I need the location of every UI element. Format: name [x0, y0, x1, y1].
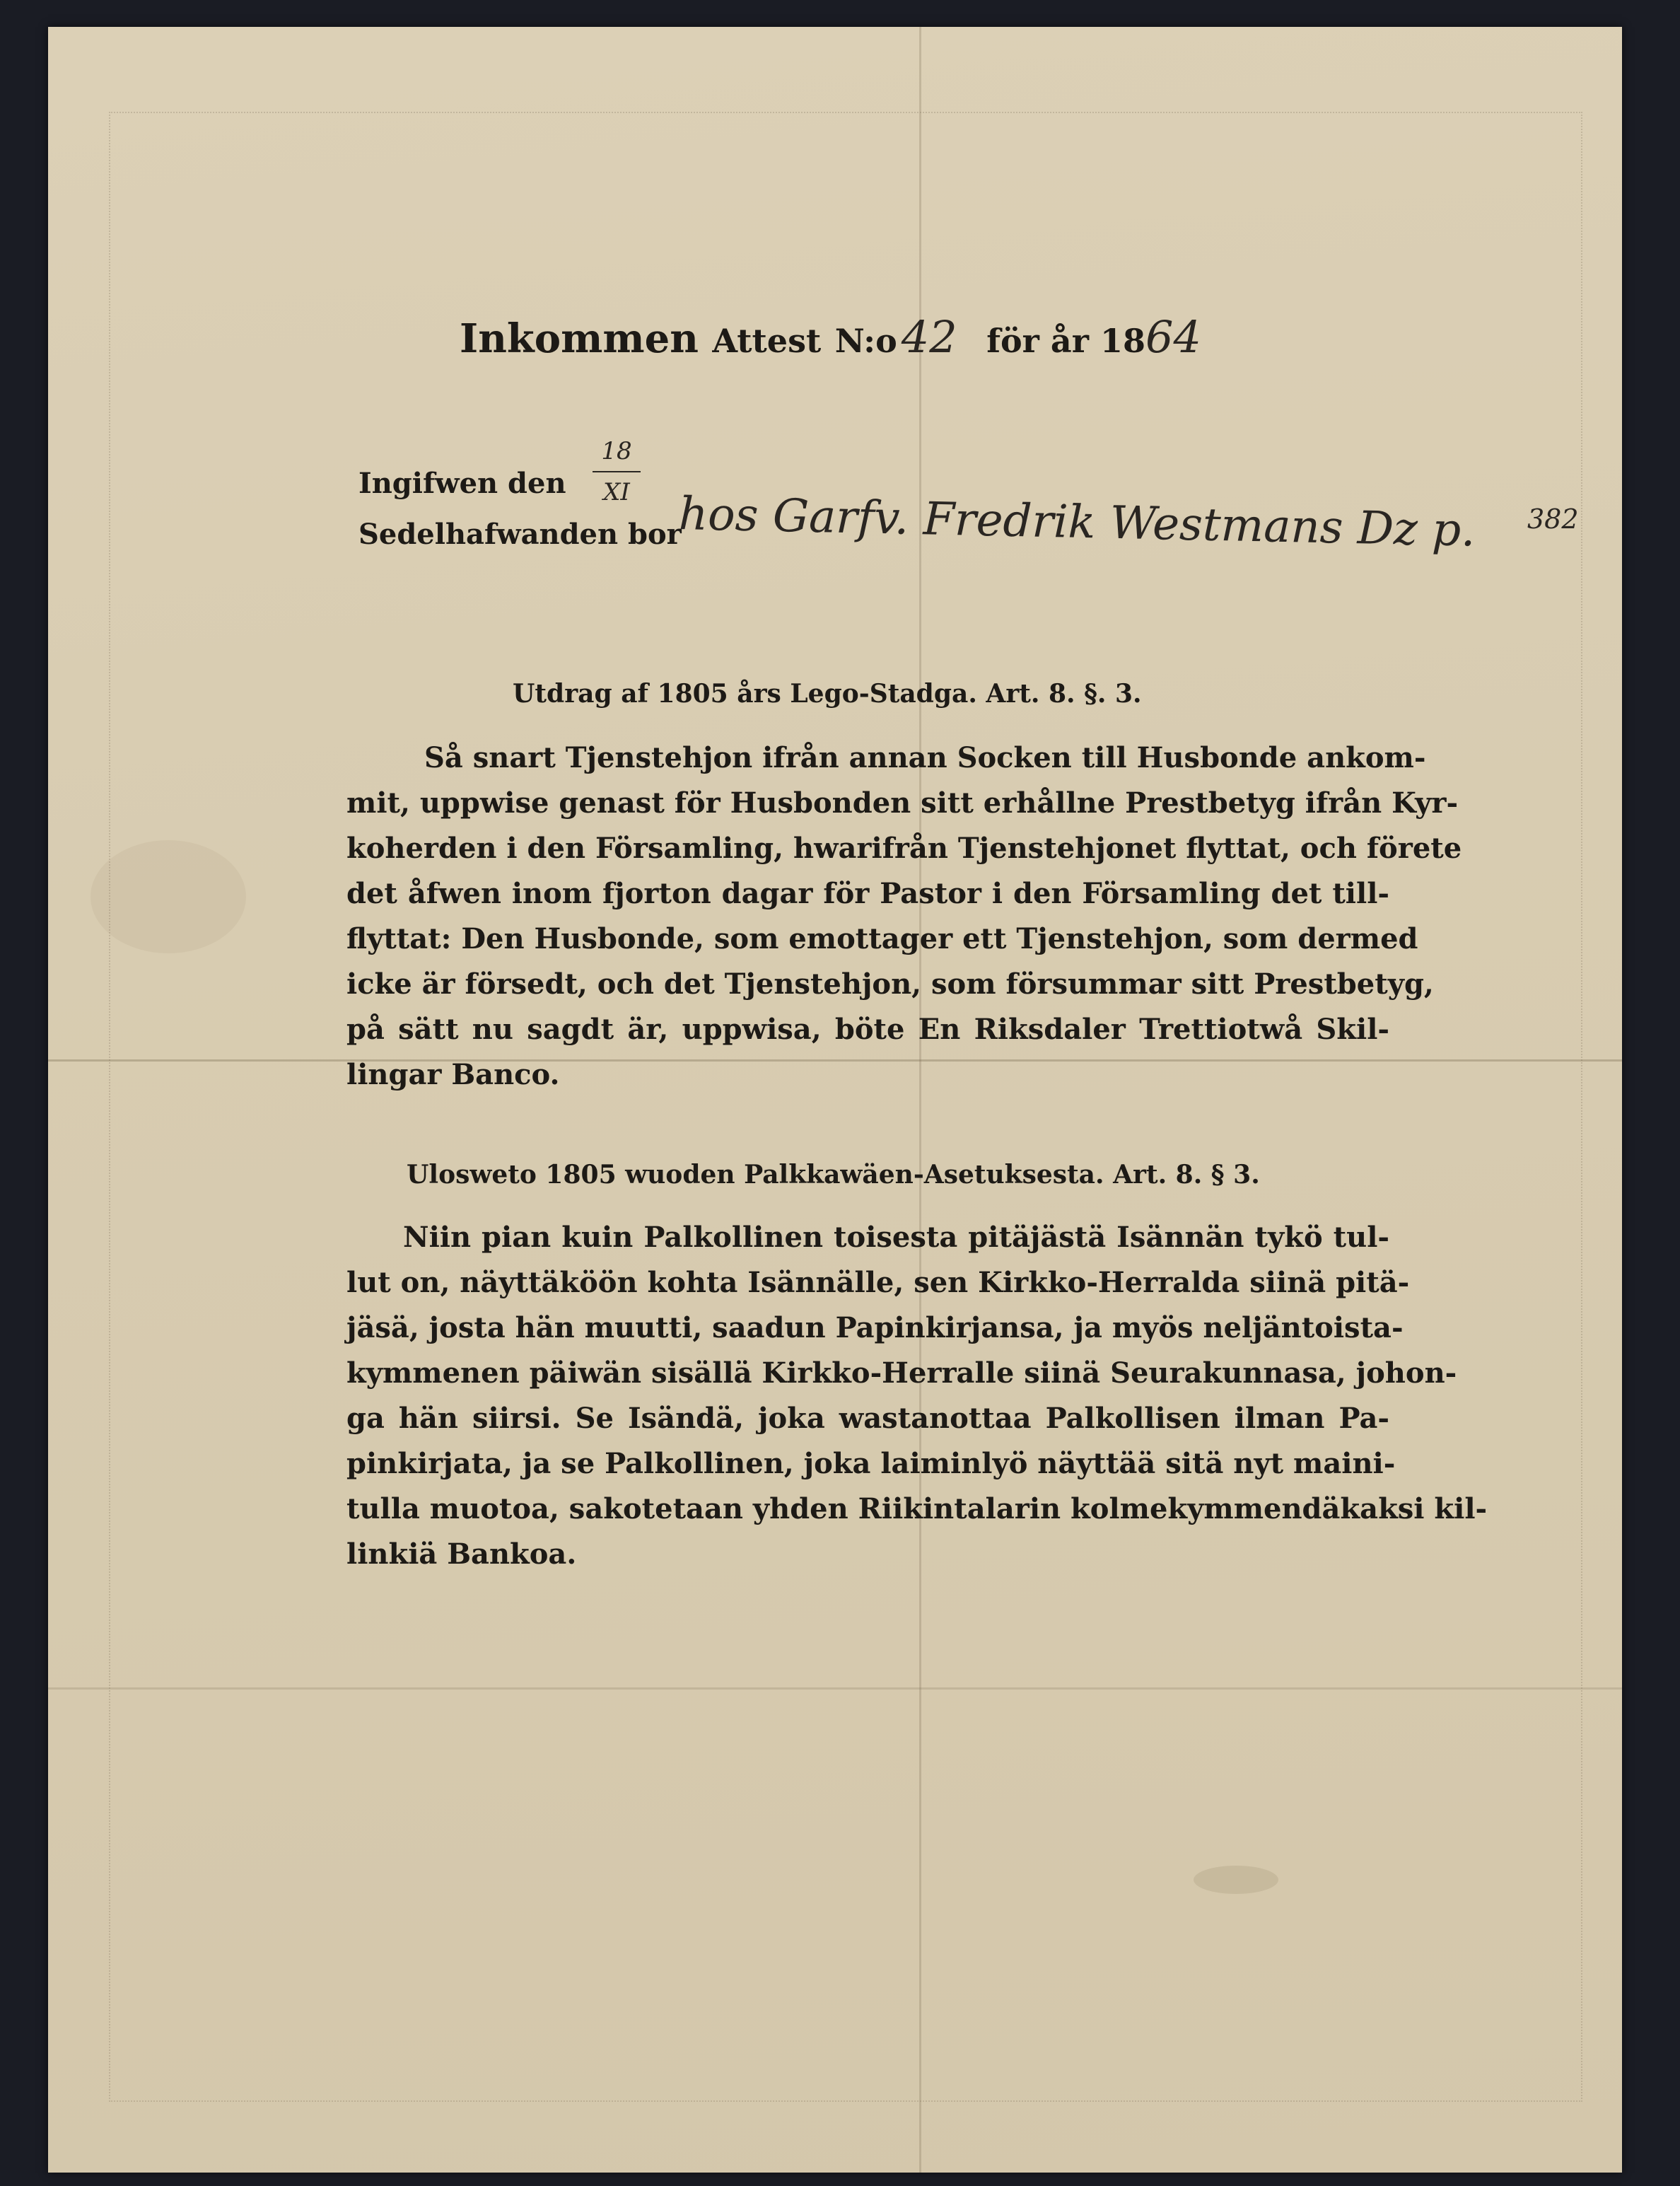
paragraph-line: lingar Banco. — [346, 1058, 560, 1091]
submitted-date — [588, 433, 645, 511]
ink-stain — [91, 840, 246, 953]
submitted-label: Ingifwen den — [358, 467, 566, 500]
swedish-heading: Utdrag af 1805 års Lego-Stadga. Art. 8. §. 3. — [513, 679, 1142, 709]
paragraph-line: jäsä, josta hän muutti, saadun Papinkirjansa, ja myös neljäntoista- — [346, 1311, 1404, 1344]
swedish-paragraph — [346, 736, 1462, 1098]
paragraph-line: Niin pian kuin Palkollinen toisesta pitäjästä Isännän tykö tul- — [403, 1221, 1389, 1254]
ink-stain — [1194, 1866, 1278, 1894]
paragraph-line: icke är försedt, och det Tjenstehjon, som försummar sitt Prestbetyg, — [346, 967, 1434, 1001]
residence-number: 382 — [1527, 504, 1579, 535]
paragraph-line: linkiä Bankoa. — [346, 1537, 577, 1571]
year-suffix: 64 — [1145, 311, 1201, 363]
paragraph-line: kymmenen päiwän sisällä Kirkko-Herralle siinä Seurakunnasa, johon- — [346, 1356, 1457, 1390]
submitted-day: 18 — [601, 437, 632, 465]
paragraph-line: tulla muotoa, sakotetaan yhden Riikintalarin kolmekymmendäkaksi kil- — [346, 1492, 1488, 1525]
document-title: Inkommen Attest N:o42 för år 1864 — [460, 311, 1201, 363]
paragraph-line: det åfwen inom fjorton dagar för Pastor i den Församling det till- — [346, 877, 1389, 910]
attest-number: 42 — [901, 311, 957, 363]
paragraph-line: Så snart Tjenstehjon ifrån annan Socken till Husbonde ankom- — [424, 741, 1426, 774]
paragraph-line: ga hän siirsi. Se Isändä, joka wastanottaa Palkollisen ilman Pa- — [346, 1402, 1389, 1435]
paragraph-line: mit, uppwise genast för Husbonden sitt erhållne Prestbetyg ifrån Kyr- — [346, 786, 1459, 820]
lower-fold — [48, 1687, 1622, 1690]
finnish-paragraph — [346, 1215, 1488, 1577]
residence-label: Sedelhafwanden bor — [358, 518, 682, 551]
paragraph-line: på sätt nu sagdt är, uppwisa, böte En Riksdaler Trettiotwå Skil- — [346, 1013, 1389, 1046]
paragraph-line: koherden i den Församling, hwarifrån Tjenstehjonet flyttat, och förete — [346, 832, 1462, 865]
bleed-through-frame — [109, 112, 1582, 2102]
finnish-heading: Ulosweto 1805 wuoden Palkkawäen-Asetuksesta. Art. 8. § 3. — [407, 1160, 1260, 1190]
residence-handwriting: hos Garfv. Fredrik Westmans Dz p. — [678, 488, 1476, 557]
paragraph-line: flyttat: Den Husbonde, som emottager ett Tjenstehjon, som dermed — [346, 922, 1418, 955]
paragraph-line: lut on, näyttäköön kohta Isännälle, sen Kirkko-Herralda siinä pitä- — [346, 1266, 1410, 1299]
paragraph-line: pinkirjata, ja se Palkollinen, joka laiminlyö näyttää sitä nyt maini- — [346, 1447, 1396, 1480]
submitted-month: XI — [603, 478, 630, 506]
